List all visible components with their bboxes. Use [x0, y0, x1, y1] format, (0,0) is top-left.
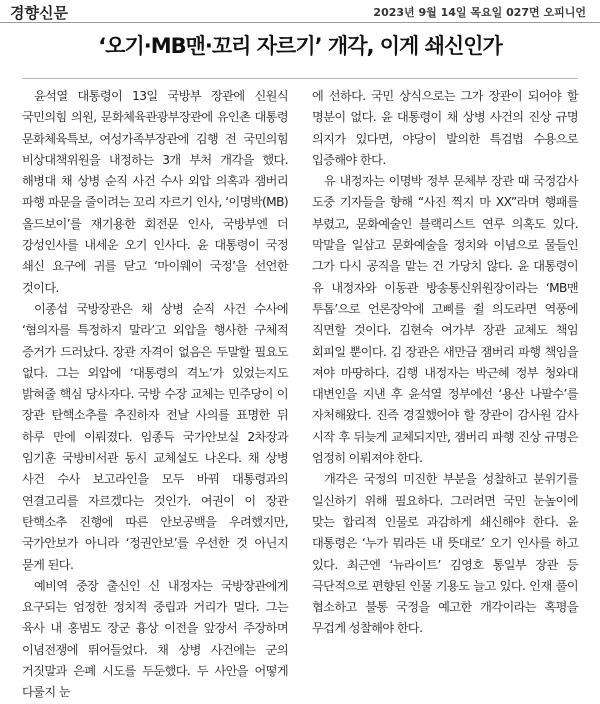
edition-info: 2023년 9월 14일 목요일 027면 오피니언	[373, 6, 586, 19]
headline: ‘오기·MB맨·꼬리 자르기’ 개각, 이게 쇄신인가	[98, 34, 502, 58]
paper-name: 경향신문	[10, 4, 68, 22]
paragraph: 윤석열 대통령이 13일 국방부 장관에 신원식 국민의힘 의원, 문화체육관광부장관에 유인촌 대통령 문화체육특보, 여성가족부장관에 김행 전 국민의힘 비상대책위원을 내정하는 3개 부처 개각을 했다. 해병대 채 상병 순직 사건 수사 외압 의혹과 잼버리 파행 파문을 줄이려는 꼬리 자르기 인사, ‘이명박(MB) 올드보이’를 재기용한 회전문 인사, 국방부엔 더 강성인사를 내세운 오기 인사다. 윤 대통령이 국정 쇄신 요구에 귀를 닫고 ‘마이웨이 국정’을 선언한 것이다.	[22, 89, 288, 295]
headline-divider	[22, 78, 578, 79]
paragraph: 개각은 국정의 미진한 부분을 성찰하고 분위기를 일신하기 위해 필요하다. 그러려면 국민 눈높이에 맞는 합리적 인물로 과감하게 쇄신해야 한다. 윤 대통령은 ‘누가 뭐라든 내 뜻대로’ 오기 인사를 하고 있다. 최근엔 ‘뉴라이트’ 김영호 통일부 장관 등 극단적으로 편향된 인물 기용도 늘고 있다. 인재 풀이 협소하고 불통 국정을 예고한 개각이라는 혹평을 무겁게 성찰해야 한다.	[312, 472, 578, 636]
article-column-right	[312, 86, 578, 636]
article-column-left	[22, 86, 288, 700]
masthead	[0, 0, 600, 23]
paragraph: 에 선하다. 국민 상식으로는 그가 장관이 되어야 할 명분이 없다. 윤 대통령이 채 상병 사건의 진상 규명 의지가 있다면, 야당이 발의한 특검법 수용으로 입증해야 한다.	[312, 89, 578, 167]
paragraph: 예비역 중장 출신인 신 내정자는 국방장관에게 요구되는 엄정한 정치적 중립과 거리가 멀다. 그는 육사 내 홍범도 장군 흉상 이전을 앞장서 주장하며 이념전쟁에 뛰어들었다. 채 상병 사건에는 군의 거짓말과 은폐 시도를 두둔했다. 두 사안을 어떻게 다룰지 눈	[22, 578, 288, 700]
paragraph: 이종섭 국방장관은 채 상병 순직 사건 수사에 ‘혐의자를 특정하지 말라’고 외압을 행사한 구체적 증거가 드러났다. 장관 자격이 없음은 두말할 필요도 없다. 그는 외압에 ‘대통령의 격노’가 있었는지도 밝혀줄 핵심 당사자다. 국방 수장 교체는 민주당이 이 장관 탄핵소추를 추진하자 전날 사의를 표명한 뒤 하루 만에 이뤄졌다. 임종득 국가안보실 2차장과 임기훈 국방비서관 동시 교체설도 나온다. 채 상병 사건 수사 보고라인을 모두 바꿔 대통령과의 연결고리를 자르겠다는 것인가. 여권이 이 장관 탄핵소추 진행에 따른 안보공백을 우려했지만, 국가안보가 아니라 ‘정권안보’를 우선한 것 아닌지 묻게 된다.	[22, 301, 288, 572]
paragraph: 유 내정자는 이명박 정부 문체부 장관 때 국정감사 도중 기자들을 향해 “사진 찍지 마 XX”라며 행패를 부렸고, 문화예술인 블랙리스트 연루 의혹도 있다. 막말을 일삼고 문화예술을 정치와 이념으로 물들인 그가 다시 공직을 맡는 건 가당치 않다. 윤 대통령이 유 내정자와 이동관 방송통신위원장이라는 ‘MB맨 투톱’으로 언론장악에 고삐를 쥘 의도라면 역풍에 직면할 것이다. 김현숙 여가부 장관 교체도 책임 회피일 뿐이다. 김 장관은 새만금 잼버리 파행 책임을 져야 마땅하다. 김행 내정자는 박근혜 정부 청와대 대변인을 지낸 후 윤석열 정부에선 ‘용산 나팔수’를 자처해왔다. 진즉 경질했어야 할 장관이 감사원 감사 시작 후 뒤늦게 교체되지만, 잼버리 파행 진상 규명은 엄정히 이뤄져야 한다.	[312, 174, 578, 466]
